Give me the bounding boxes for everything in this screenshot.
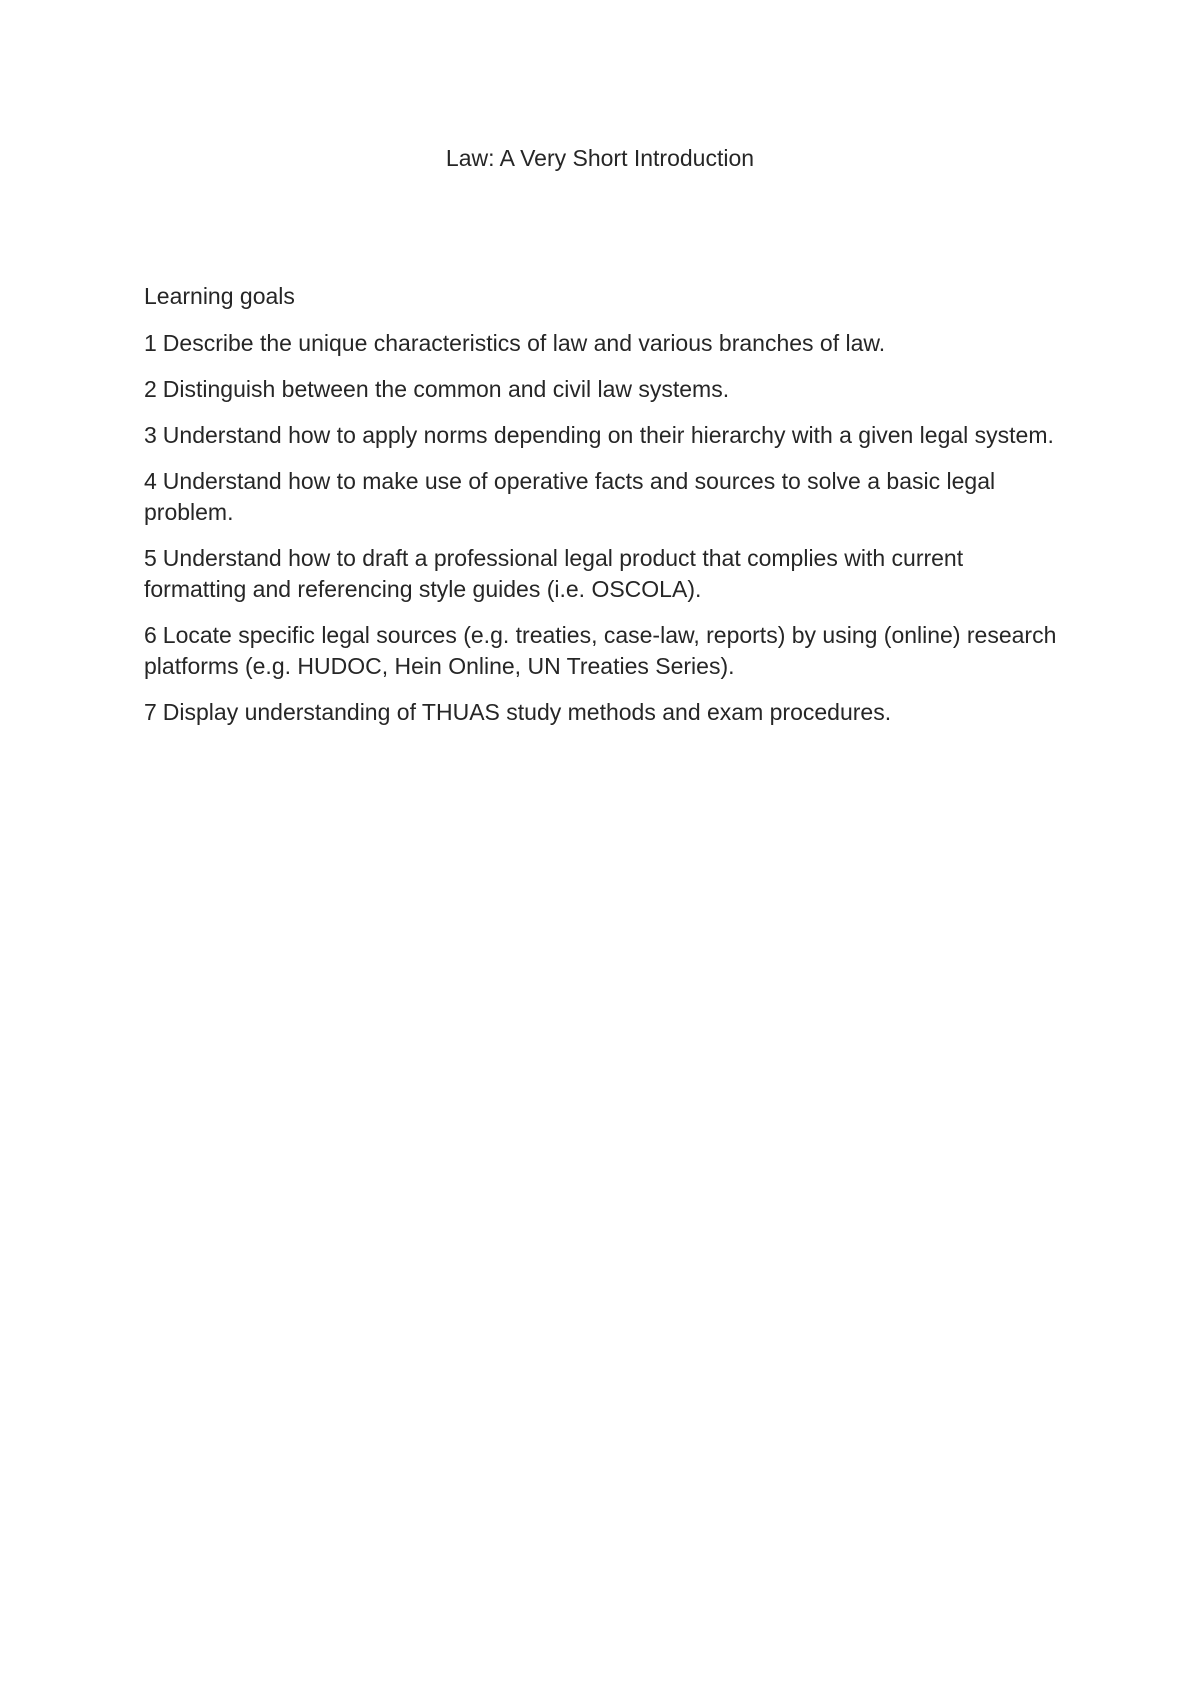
section-heading-learning-goals: Learning goals	[144, 283, 295, 309]
learning-goal-item	[144, 466, 1064, 528]
learning-goal-item	[144, 420, 1064, 451]
goal-text: Understand how to make use of operative facts and sources to solve a basic legal problem.	[144, 468, 996, 525]
goal-text: Understand how to apply norms depending on their hierarchy with a given legal system.	[162, 422, 1054, 448]
goal-number: 3	[144, 422, 157, 448]
goal-text: Display understanding of THUAS study methods and exam procedures.	[162, 699, 892, 725]
goal-text: Distinguish between the common and civil law systems.	[162, 376, 730, 402]
goal-text: Understand how to draft a professional legal product that complies with current formatting and referencing style guides (i.e. OSCOLA).	[144, 545, 964, 602]
learning-goal-item	[144, 374, 1064, 405]
document-body	[144, 281, 1064, 743]
goal-text: Locate specific legal sources (e.g. treaties, case-law, reports) by using (online) research platforms (e.g. HUDOC, Hein Online, UN Treaties Series).	[144, 622, 1057, 679]
goal-text: Describe the unique characteristics of law and various branches of law.	[162, 330, 886, 356]
goal-number: 1	[144, 330, 157, 356]
learning-goal-item	[144, 620, 1064, 682]
learning-goals-list	[144, 328, 1064, 728]
goal-number: 5	[144, 545, 157, 571]
goal-number: 2	[144, 376, 157, 402]
document-title: Law: A Very Short Introduction	[445, 145, 755, 171]
goal-number: 7	[144, 699, 157, 725]
goal-number: 6	[144, 622, 157, 648]
learning-goal-item	[144, 328, 1064, 359]
goal-number: 4	[144, 468, 157, 494]
learning-goal-item	[144, 543, 1064, 605]
learning-goal-item	[144, 697, 1064, 728]
